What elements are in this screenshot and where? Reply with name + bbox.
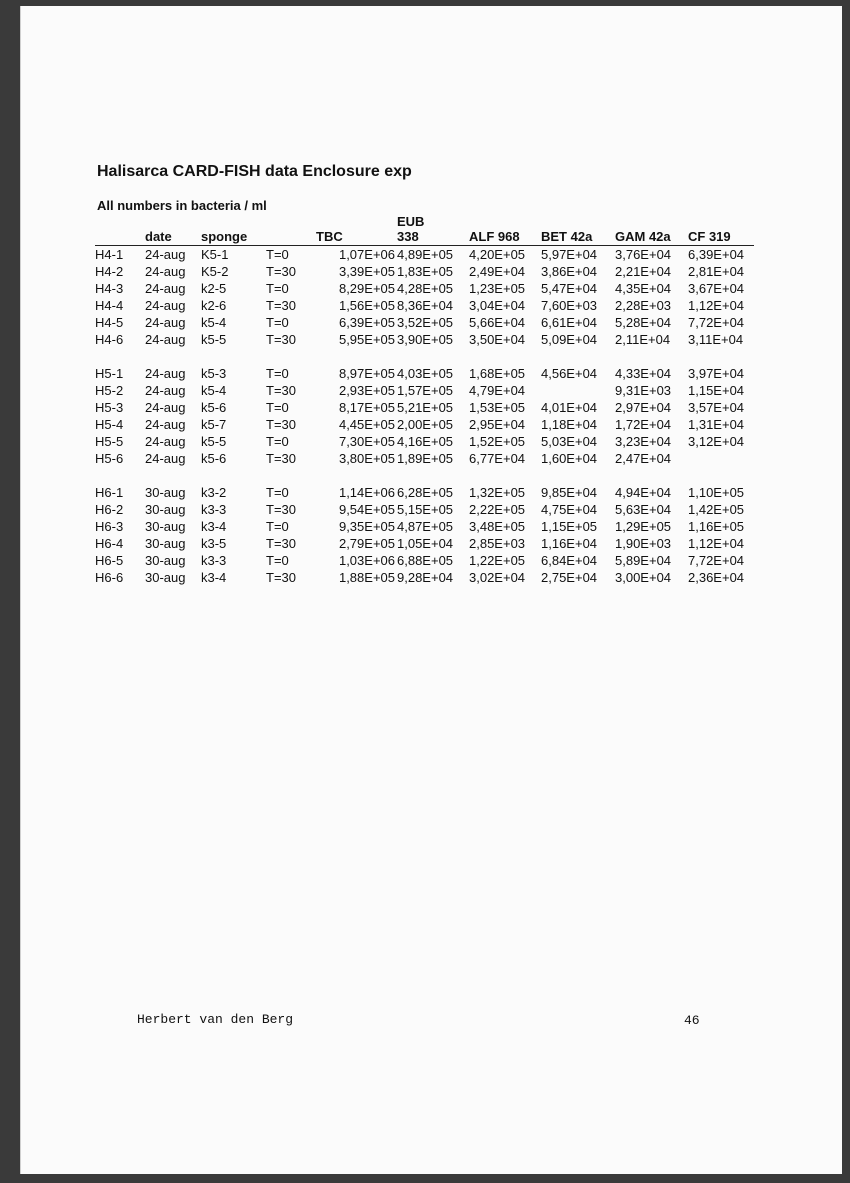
- cell-tbc: 8,97E+05: [338, 366, 395, 381]
- cell-time: T=30: [266, 298, 296, 313]
- table-body: [95, 246, 754, 587]
- cell-alf968: 4,20E+05: [469, 247, 526, 262]
- col-header-tbc: TBC: [316, 214, 397, 246]
- cell-bet42a: 5,03E+04: [541, 434, 598, 449]
- cell-time: T=0: [266, 247, 289, 262]
- cell-bet42a: 2,75E+04: [541, 570, 598, 585]
- cell-sample-id: H5-3: [95, 400, 124, 415]
- cell-alf968: 2,22E+05: [469, 502, 526, 517]
- cell-time: T=0: [266, 553, 289, 568]
- cell-date: 24-aug: [145, 315, 186, 330]
- cell-bet42a: 1,60E+04: [541, 451, 598, 466]
- cell-sample-id: H6-2: [95, 502, 124, 517]
- cell-sponge: k3-4: [201, 570, 227, 585]
- cell-gam42a: 5,28E+04: [615, 315, 672, 330]
- cell-sponge: k5-6: [201, 400, 227, 415]
- cell-tbc: 5,95E+05: [338, 332, 395, 347]
- cell-tbc: 1,14E+06: [338, 485, 395, 500]
- cell-bet42a: [541, 382, 615, 399]
- col-header-bet42a: BET 42a: [541, 214, 615, 246]
- cell-time: T=30: [266, 570, 296, 585]
- cell-eub338: 1,83E+05: [397, 264, 454, 279]
- cell-time: T=0: [266, 281, 289, 296]
- cell-sponge: k5-4: [201, 315, 227, 330]
- cell-eub338: 4,28E+05: [397, 281, 454, 296]
- cell-cf319: 7,72E+04: [688, 553, 745, 568]
- cell-sample-id: H6-6: [95, 570, 124, 585]
- cell-tbc: 1,88E+05: [338, 570, 395, 585]
- cell-bet42a: 6,84E+04: [541, 553, 598, 568]
- cell-bet42a: 6,61E+04: [541, 315, 598, 330]
- cell-bet42a: 1,16E+04: [541, 536, 598, 551]
- cell-date: 30-aug: [145, 553, 186, 568]
- table-row: [95, 484, 754, 501]
- cell-sponge: k3-2: [201, 485, 227, 500]
- cell-bet42a: 3,86E+04: [541, 264, 598, 279]
- cell-gam42a: 3,76E+04: [615, 247, 672, 262]
- cell-sample-id: H5-6: [95, 451, 124, 466]
- cell-gam42a: 3,23E+04: [615, 434, 672, 449]
- cell-sponge: k5-6: [201, 451, 227, 466]
- cell-date: 30-aug: [145, 570, 186, 585]
- cell-cf319: 1,10E+05: [688, 485, 745, 500]
- cell-tbc: 1,07E+06: [338, 247, 395, 262]
- cell-bet42a: 4,01E+04: [541, 400, 598, 415]
- cell-date: 30-aug: [145, 536, 186, 551]
- table-row: [95, 501, 754, 518]
- cell-cf319: 1,15E+04: [688, 383, 745, 398]
- table-row: [95, 535, 754, 552]
- cell-date: 24-aug: [145, 298, 186, 313]
- cell-date: 24-aug: [145, 281, 186, 296]
- cell-gam42a: 2,28E+03: [615, 298, 672, 313]
- group-spacer: [95, 348, 754, 365]
- cell-tbc: 6,39E+05: [338, 315, 395, 330]
- table-row: [95, 433, 754, 450]
- cell-eub338: 1,89E+05: [397, 451, 454, 466]
- cell-cf319: 2,36E+04: [688, 570, 745, 585]
- cell-bet42a: 7,60E+03: [541, 298, 598, 313]
- cell-alf968: 2,49E+04: [469, 264, 526, 279]
- cell-sponge: k5-5: [201, 434, 227, 449]
- cell-gam42a: 1,90E+03: [615, 536, 672, 551]
- cell-tbc: 1,03E+06: [338, 553, 395, 568]
- cell-eub338: 2,00E+05: [397, 417, 454, 432]
- col-header-alf968: ALF 968: [469, 214, 541, 246]
- cell-gam42a: 2,11E+04: [615, 332, 671, 347]
- table-row: [95, 399, 754, 416]
- cell-sponge: k3-4: [201, 519, 227, 534]
- table-row: [95, 450, 754, 467]
- cell-time: T=0: [266, 366, 289, 381]
- cell-tbc: 9,35E+05: [338, 519, 395, 534]
- cell-cf319: [688, 450, 754, 467]
- cell-tbc: 7,30E+05: [338, 434, 395, 449]
- table-row: [95, 382, 754, 399]
- cell-date: 30-aug: [145, 485, 186, 500]
- table-row: [95, 416, 754, 433]
- cell-cf319: 2,81E+04: [688, 264, 745, 279]
- col-header-time: [266, 214, 316, 246]
- cell-eub338: 1,57E+05: [397, 383, 454, 398]
- cell-bet42a: 1,15E+05: [541, 519, 598, 534]
- cell-gam42a: 2,97E+04: [615, 400, 672, 415]
- cell-tbc: 4,45E+05: [338, 417, 395, 432]
- col-header-id: [95, 214, 145, 246]
- cell-alf968: 2,95E+04: [469, 417, 526, 432]
- cell-time: T=30: [266, 383, 296, 398]
- col-header-date: date: [145, 214, 201, 246]
- cell-time: T=0: [266, 519, 289, 534]
- cell-sample-id: H4-4: [95, 298, 124, 313]
- cell-cf319: 1,12E+04: [688, 536, 745, 551]
- footer-page-number: 46: [684, 1013, 700, 1028]
- cell-eub338: 4,87E+05: [397, 519, 454, 534]
- cell-gam42a: 4,35E+04: [615, 281, 672, 296]
- cell-sponge: k3-3: [201, 553, 227, 568]
- cell-eub338: 9,28E+04: [397, 570, 454, 585]
- data-table: [95, 214, 754, 586]
- cell-sample-id: H5-4: [95, 417, 124, 432]
- cell-sponge: k5-7: [201, 417, 227, 432]
- page-title: Halisarca CARD-FISH data Enclosure exp: [97, 163, 412, 180]
- cell-gam42a: 2,21E+04: [615, 264, 672, 279]
- header-row: [95, 214, 754, 246]
- cell-eub338: 3,90E+05: [397, 332, 454, 347]
- cell-sponge: k3-5: [201, 536, 227, 551]
- cell-alf968: 1,53E+05: [469, 400, 526, 415]
- cell-tbc: 9,54E+05: [338, 502, 395, 517]
- col-header-cf319: CF 319: [688, 214, 754, 246]
- cell-cf319: 3,11E+04: [688, 332, 744, 347]
- cell-sponge: K5-1: [201, 247, 229, 262]
- cell-sample-id: H5-1: [95, 366, 124, 381]
- cell-date: 24-aug: [145, 332, 186, 347]
- cell-date: 30-aug: [145, 519, 186, 534]
- cell-time: T=0: [266, 315, 289, 330]
- cell-bet42a: 9,85E+04: [541, 485, 598, 500]
- cell-date: 24-aug: [145, 383, 186, 398]
- cell-tbc: 3,39E+05: [338, 264, 395, 279]
- cell-bet42a: 4,56E+04: [541, 366, 598, 381]
- col-header-sponge: sponge: [201, 214, 266, 246]
- cell-alf968: 2,85E+03: [469, 536, 526, 551]
- cell-gam42a: 4,94E+04: [615, 485, 672, 500]
- cell-eub338: 1,05E+04: [397, 536, 454, 551]
- col-header-eub338: [397, 214, 469, 246]
- cell-sample-id: H4-1: [95, 247, 124, 262]
- cell-gam42a: 1,72E+04: [615, 417, 672, 432]
- cell-time: T=30: [266, 332, 296, 347]
- cell-tbc: 3,80E+05: [338, 451, 395, 466]
- cell-tbc: 1,56E+05: [338, 298, 395, 313]
- cell-time: T=30: [266, 451, 296, 466]
- cell-sponge: k5-5: [201, 332, 227, 347]
- cell-alf968: 3,50E+04: [469, 332, 526, 347]
- cell-cf319: 3,67E+04: [688, 281, 745, 296]
- cell-sponge: K5-2: [201, 264, 229, 279]
- table-row: [95, 246, 754, 264]
- cell-eub338: 4,89E+05: [397, 247, 454, 262]
- cell-sample-id: H4-5: [95, 315, 124, 330]
- cell-cf319: 6,39E+04: [688, 247, 745, 262]
- col-header-eub338-text: EUB 338: [397, 214, 425, 244]
- cell-time: T=0: [266, 400, 289, 415]
- cell-eub338: 6,28E+05: [397, 485, 454, 500]
- cell-date: 30-aug: [145, 502, 186, 517]
- cell-cf319: 3,57E+04: [688, 400, 745, 415]
- cell-alf968: 1,22E+05: [469, 553, 526, 568]
- group-spacer: [95, 467, 754, 484]
- cell-sample-id: H4-6: [95, 332, 124, 347]
- cell-cf319: 1,42E+05: [688, 502, 745, 517]
- cell-tbc: 2,79E+05: [338, 536, 395, 551]
- cell-sponge: k2-6: [201, 298, 227, 313]
- cell-sample-id: H5-5: [95, 434, 124, 449]
- cell-alf968: 3,04E+04: [469, 298, 526, 313]
- cell-eub338: 5,15E+05: [397, 502, 454, 517]
- cell-date: 24-aug: [145, 451, 186, 466]
- cell-time: T=0: [266, 434, 289, 449]
- cell-date: 24-aug: [145, 247, 186, 262]
- cell-tbc: 8,29E+05: [338, 281, 395, 296]
- cell-date: 24-aug: [145, 366, 186, 381]
- cell-tbc: 8,17E+05: [338, 400, 395, 415]
- cell-time: T=0: [266, 485, 289, 500]
- cell-sample-id: H6-1: [95, 485, 124, 500]
- cell-eub338: 4,16E+05: [397, 434, 454, 449]
- footer-author: Herbert van den Berg: [137, 1012, 294, 1027]
- cell-alf968: 1,32E+05: [469, 485, 526, 500]
- cell-cf319: 7,72E+04: [688, 315, 745, 330]
- cell-sponge: k5-4: [201, 383, 227, 398]
- cell-eub338: 6,88E+05: [397, 553, 454, 568]
- cell-tbc: 2,93E+05: [338, 383, 395, 398]
- cell-date: 24-aug: [145, 400, 186, 415]
- cell-cf319: 3,12E+04: [688, 434, 745, 449]
- cell-gam42a: 5,63E+04: [615, 502, 672, 517]
- cell-alf968: 5,66E+04: [469, 315, 526, 330]
- cell-date: 24-aug: [145, 264, 186, 279]
- cell-alf968: 4,79E+04: [469, 383, 526, 398]
- cell-sponge: k5-3: [201, 366, 227, 381]
- cell-time: T=30: [266, 502, 296, 517]
- cell-gam42a: 2,47E+04: [615, 451, 672, 466]
- cell-alf968: 1,52E+05: [469, 434, 526, 449]
- table-row: [95, 297, 754, 314]
- cell-cf319: 1,16E+05: [688, 519, 745, 534]
- document-page: [20, 6, 842, 1174]
- table-row: [95, 518, 754, 535]
- cell-sample-id: H4-3: [95, 281, 124, 296]
- cell-cf319: 1,31E+04: [688, 417, 745, 432]
- table-row: [95, 569, 754, 586]
- cell-eub338: 8,36E+04: [397, 298, 454, 313]
- cell-date: 24-aug: [145, 434, 186, 449]
- cell-gam42a: 4,33E+04: [615, 366, 672, 381]
- page-subtitle: All numbers in bacteria / ml: [97, 198, 267, 213]
- cell-sample-id: H6-5: [95, 553, 124, 568]
- cell-sample-id: H4-2: [95, 264, 124, 279]
- cell-sample-id: H6-3: [95, 519, 124, 534]
- table-row: [95, 331, 754, 348]
- cell-bet42a: 5,97E+04: [541, 247, 598, 262]
- table-row: [95, 552, 754, 569]
- cell-gam42a: 3,00E+04: [615, 570, 672, 585]
- cell-alf968: 3,02E+04: [469, 570, 526, 585]
- cell-alf968: 1,68E+05: [469, 366, 526, 381]
- cell-eub338: 4,03E+05: [397, 366, 454, 381]
- cell-time: T=30: [266, 417, 296, 432]
- cell-sample-id: H5-2: [95, 383, 124, 398]
- cell-time: T=30: [266, 264, 296, 279]
- cell-bet42a: 4,75E+04: [541, 502, 598, 517]
- cell-cf319: 1,12E+04: [688, 298, 745, 313]
- cell-bet42a: 5,47E+04: [541, 281, 598, 296]
- table-row: [95, 314, 754, 331]
- cell-alf968: 6,77E+04: [469, 451, 526, 466]
- cell-gam42a: 1,29E+05: [615, 519, 672, 534]
- group-spacer-cell: [95, 348, 754, 365]
- table-row: [95, 263, 754, 280]
- cell-date: 24-aug: [145, 417, 186, 432]
- cell-sponge: k3-3: [201, 502, 227, 517]
- cell-gam42a: 5,89E+04: [615, 553, 672, 568]
- cell-sample-id: H6-4: [95, 536, 124, 551]
- cell-time: T=30: [266, 536, 296, 551]
- cell-sponge: k2-5: [201, 281, 227, 296]
- cell-gam42a: 9,31E+03: [615, 383, 672, 398]
- group-spacer-cell: [95, 467, 754, 484]
- cell-alf968: 1,23E+05: [469, 281, 526, 296]
- table-row: [95, 365, 754, 382]
- cell-cf319: 3,97E+04: [688, 366, 745, 381]
- cell-bet42a: 1,18E+04: [541, 417, 598, 432]
- col-header-gam42a: GAM 42a: [615, 214, 688, 246]
- cell-eub338: 3,52E+05: [397, 315, 454, 330]
- cell-bet42a: 5,09E+04: [541, 332, 598, 347]
- cell-alf968: 3,48E+05: [469, 519, 526, 534]
- table-row: [95, 280, 754, 297]
- cell-eub338: 5,21E+05: [397, 400, 454, 415]
